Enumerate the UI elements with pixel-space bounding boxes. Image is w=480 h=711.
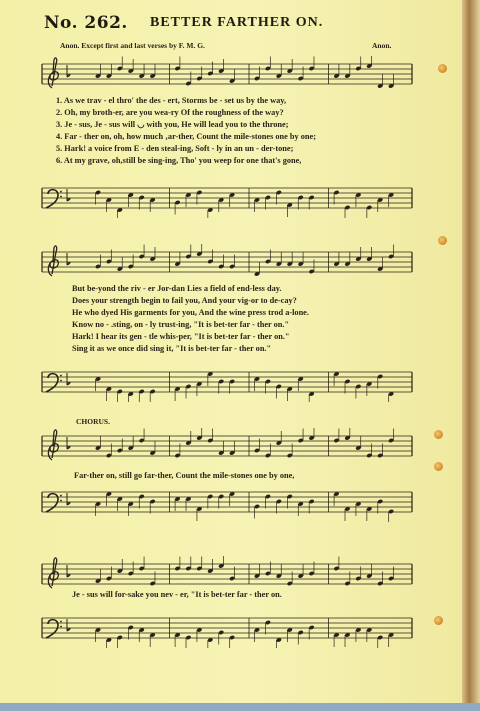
book-edge	[462, 0, 480, 711]
chorus1-bass-staff	[40, 484, 415, 522]
binder-hole	[434, 462, 443, 471]
chorus2-bass-staff	[40, 610, 415, 648]
lyric-line: 6. At my grave, oh,still be sing-ing, Tho' you weep for one that's gone,	[56, 156, 302, 165]
lyric-line: He who dyed His garments for you, And the wine press trod a-lone.	[72, 308, 309, 317]
lyric-line: Hark! I hear its gen - tle whis-per, "It is bet-ter far - ther on."	[72, 332, 290, 341]
composer-credit: Anon.	[372, 41, 392, 50]
system1-lyrics	[56, 95, 416, 167]
lyric-line: 3. Je - sus, Je - sus will ◡ with you, He will lead you to the throne;	[56, 120, 289, 129]
binder-hole	[434, 616, 443, 625]
chorus1-treble-staff	[40, 428, 415, 466]
lyric-line: Does your strength begin to fail you, And your vig-or to de-cay?	[72, 296, 297, 305]
lyric-line: 2. Oh, my broth-er, are you wea-ry Of the roughness of the way?	[56, 108, 284, 117]
lyric-line: Sing it as we once did sing it, "It is bet-ter far - ther on."	[72, 344, 272, 353]
lyric-line: Far-ther on, still go far-ther, Count the mile-stones one by one,	[74, 471, 295, 480]
binder-hole	[438, 236, 447, 245]
binder-hole	[438, 64, 447, 73]
system2-treble-staff	[40, 244, 415, 282]
lyric-line: Je - sus will for-sake you nev - er, "It is bet-ter far - ther on.	[72, 590, 282, 599]
chorus2-lyrics	[72, 589, 432, 601]
hymn-title: BETTER FARTHER ON.	[150, 15, 324, 30]
lyric-line: 5. Hark! a voice from E - den steal-ing, Soft - ly in an un - der-tone;	[56, 144, 294, 153]
hymn-number: No. 262.	[44, 13, 128, 33]
chorus1-lyrics	[74, 470, 434, 482]
binder-hole	[434, 430, 443, 439]
system1-treble-staff	[40, 56, 415, 94]
lyric-line: But be-yond the riv - er Jor-dan Lies a field of end-less day.	[72, 284, 282, 293]
lyric-line: 4. Far - ther on, oh, how much ‚ar-ther, Count the mile-stones one by one;	[56, 132, 316, 141]
system2-bass-staff	[40, 364, 415, 402]
bottom-strip	[0, 703, 480, 711]
system2-lyrics	[72, 283, 432, 355]
lyric-line: Know no - .sting, on - ly trust-ing, "It is bet-ter far - ther on."	[72, 320, 290, 329]
system1-bass-staff	[40, 180, 415, 218]
chorus-label: CHORUS.	[76, 417, 110, 426]
lyric-line: 1. As we trav - el thro' the des - ert, Storms be - set us by the way,	[56, 96, 287, 105]
author-credit: Anon. Except first and last verses by F. M. G.	[60, 41, 205, 50]
